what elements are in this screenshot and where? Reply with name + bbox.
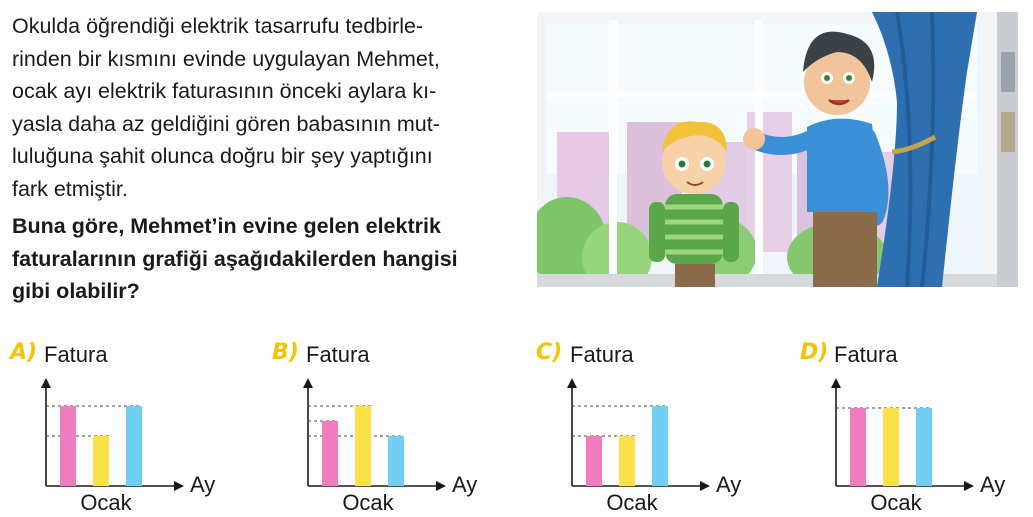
bar-chart xyxy=(10,338,250,513)
y-axis-label: Fatura xyxy=(570,342,634,367)
bar xyxy=(619,436,635,486)
question-prompt-line: gibi olabilir? xyxy=(12,279,140,303)
question-line: Okulda öğrendiği elektrik tasarrufu tedbirle- xyxy=(12,14,424,38)
question-line: ocak ayı elektrik faturasının önceki aylara kı- xyxy=(12,79,437,103)
x-axis-label: Ay xyxy=(452,472,478,497)
question-line: rinden bir kısmını evinde uygulayan Mehmet, xyxy=(12,46,440,71)
bar xyxy=(850,408,866,486)
y-axis-label: Fatura xyxy=(44,342,108,367)
question-prompt-line: faturalarının grafiği aşağıdakilerden hangisi xyxy=(12,246,458,271)
x-tick-label: Ocak xyxy=(606,490,658,513)
x-axis-arrow xyxy=(700,481,710,491)
y-axis-arrow xyxy=(41,378,51,388)
bar-chart xyxy=(800,338,1033,513)
y-axis-arrow xyxy=(303,378,313,388)
bar xyxy=(883,408,899,486)
x-tick-label: Ocak xyxy=(342,490,394,513)
bar xyxy=(388,436,404,486)
x-tick-label: Ocak xyxy=(870,490,922,513)
option-b[interactable] xyxy=(272,338,512,513)
bar xyxy=(652,406,668,486)
option-letter: D) xyxy=(800,340,829,365)
x-tick-label: Ocak xyxy=(80,490,132,513)
bar xyxy=(355,406,371,486)
x-axis-label: Ay xyxy=(190,472,216,497)
option-c[interactable] xyxy=(536,338,776,513)
bar-chart xyxy=(272,338,512,513)
father-son-illustration xyxy=(537,12,1018,287)
x-axis-arrow xyxy=(436,481,446,491)
option-a[interactable] xyxy=(10,338,250,513)
option-letter: B) xyxy=(272,340,299,365)
question-line: yasla daha az geldiğini gören babasının mut- xyxy=(12,111,440,136)
bar-chart xyxy=(536,338,776,513)
y-axis-label: Fatura xyxy=(834,342,898,367)
option-letter: C) xyxy=(536,340,563,365)
bar xyxy=(916,408,932,486)
bar xyxy=(126,406,142,486)
option-d[interactable] xyxy=(800,338,1033,513)
x-axis-arrow xyxy=(964,481,974,491)
question-prompt-line: Buna göre, Mehmet’in evine gelen elektrik xyxy=(12,214,441,238)
question-text xyxy=(12,10,517,205)
y-axis-arrow xyxy=(831,378,841,388)
y-axis-label: Fatura xyxy=(306,342,370,367)
x-axis-label: Ay xyxy=(980,472,1006,497)
question-prompt xyxy=(12,210,517,308)
bar xyxy=(60,406,76,486)
y-axis-arrow xyxy=(567,378,577,388)
question-line: luluğuna şahit olunca doğru bir şey yaptığını xyxy=(12,144,433,168)
bar xyxy=(322,421,338,486)
question-line: fark etmiştir. xyxy=(12,176,128,201)
bar xyxy=(586,436,602,486)
option-letter: A) xyxy=(10,340,38,365)
bar xyxy=(93,436,109,486)
x-axis-arrow xyxy=(174,481,184,491)
x-axis-label: Ay xyxy=(716,472,742,497)
